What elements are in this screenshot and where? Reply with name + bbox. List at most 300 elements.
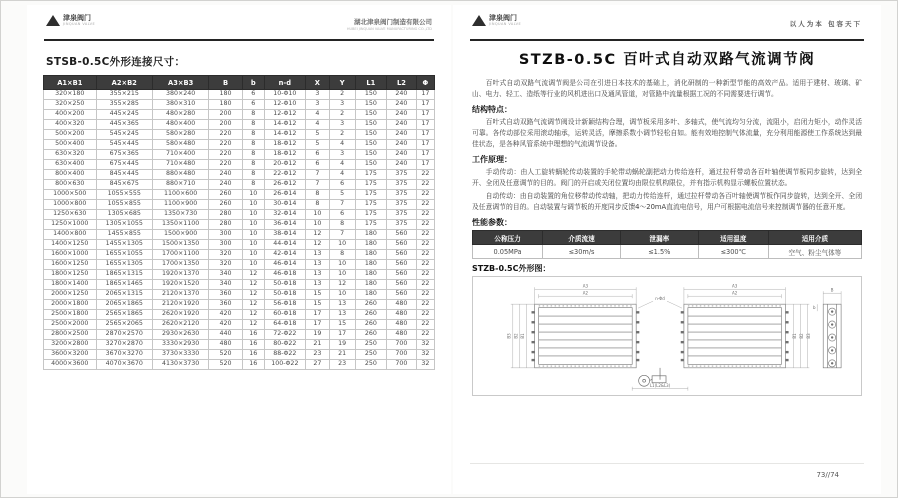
table-cell: 560 bbox=[387, 280, 417, 290]
table-cell: 32 bbox=[416, 350, 434, 360]
table-cell: ≤30m/s bbox=[543, 245, 621, 259]
table-cell: 12 bbox=[242, 290, 264, 300]
table-cell: 1250×1000 bbox=[44, 220, 97, 230]
table-cell: 2120×1370 bbox=[152, 290, 208, 300]
table-cell: 12 bbox=[242, 300, 264, 310]
table-cell: 3 bbox=[329, 100, 355, 110]
table-cell: 845×675 bbox=[96, 180, 152, 190]
dim-label-b1: B1 bbox=[520, 333, 526, 339]
table-cell: 50-Φ18 bbox=[264, 290, 305, 300]
mountain-logo-icon bbox=[472, 15, 486, 26]
left-page-title: STSB-0.5C外形连接尺寸： bbox=[46, 56, 186, 68]
table-cell: 1800×1250 bbox=[44, 270, 97, 280]
table-cell: 1305×685 bbox=[96, 210, 152, 220]
table-cell: 16 bbox=[242, 350, 264, 360]
table-cell: 150 bbox=[355, 100, 387, 110]
table-cell: 675×445 bbox=[96, 160, 152, 170]
table-cell: 22 bbox=[416, 300, 434, 310]
table-cell: 500×200 bbox=[44, 130, 97, 140]
table-cell: 375 bbox=[387, 200, 417, 210]
table-cell: 1400×1250 bbox=[44, 240, 97, 250]
table-cell: 355×285 bbox=[96, 100, 152, 110]
table-cell: 1655×1055 bbox=[96, 250, 152, 260]
column-header: Φ bbox=[416, 76, 434, 90]
table-cell: 1100×600 bbox=[152, 190, 208, 200]
table-cell: 355×215 bbox=[96, 90, 152, 100]
table-row bbox=[44, 130, 435, 140]
table-cell: 12 bbox=[305, 230, 329, 240]
page-number: 73//74 bbox=[816, 471, 839, 479]
table-cell: 16 bbox=[242, 340, 264, 350]
product-title: STZB-0.5C 百叶式自动双路气流调节阀 bbox=[518, 52, 816, 68]
table-cell: 2930×2630 bbox=[152, 330, 208, 340]
table-cell: 17 bbox=[305, 320, 329, 330]
table-cell: 150 bbox=[355, 150, 387, 160]
table-cell: 1920×1370 bbox=[152, 270, 208, 280]
outline-drawing bbox=[473, 277, 861, 395]
table-cell: 8 bbox=[242, 110, 264, 120]
table-cell: 0.05MPa bbox=[473, 245, 543, 259]
table-cell: 18-Φ12 bbox=[264, 150, 305, 160]
table-cell: 180 bbox=[355, 290, 387, 300]
table-cell: 320×180 bbox=[44, 90, 97, 100]
table-cell: 175 bbox=[355, 170, 387, 180]
company-name-en: HUBEI JINQUAN VALVE MANUFACTURING CO.,LTD bbox=[346, 26, 432, 31]
table-cell: 6 bbox=[329, 180, 355, 190]
table-cell: 2120×1920 bbox=[152, 300, 208, 310]
dim-label-b3: B3 bbox=[506, 333, 512, 339]
table-cell: 72-Φ22 bbox=[264, 330, 305, 340]
table-cell: 320 bbox=[209, 250, 242, 260]
table-cell: 17 bbox=[416, 160, 434, 170]
table-cell: 22 bbox=[416, 170, 434, 180]
table-cell: 22 bbox=[416, 220, 434, 230]
table-cell: 19 bbox=[329, 340, 355, 350]
table-cell: 8 bbox=[242, 120, 264, 130]
table-cell: 880×710 bbox=[152, 180, 208, 190]
table-cell: 560 bbox=[387, 290, 417, 300]
table-cell: 15 bbox=[305, 300, 329, 310]
table-cell: 180 bbox=[355, 270, 387, 280]
table-cell: 1055×855 bbox=[96, 200, 152, 210]
table-cell: 4130×3730 bbox=[152, 360, 208, 370]
dim-table-body bbox=[44, 90, 435, 370]
table-cell: 2620×2120 bbox=[152, 320, 208, 330]
table-cell: 27 bbox=[305, 360, 329, 370]
param-table-head-row bbox=[473, 231, 862, 245]
table-cell: 375 bbox=[387, 210, 417, 220]
table-cell: 240 bbox=[387, 160, 417, 170]
dim-table-head-row bbox=[44, 76, 435, 90]
table-cell: 8 bbox=[242, 140, 264, 150]
table-cell: 13 bbox=[305, 250, 329, 260]
table-row bbox=[44, 200, 435, 210]
table-cell: 630×400 bbox=[44, 160, 97, 170]
table-cell: 2065×1865 bbox=[96, 300, 152, 310]
column-header: Y bbox=[329, 76, 355, 90]
table-cell: 50-Φ18 bbox=[264, 280, 305, 290]
table-cell: 375 bbox=[387, 170, 417, 180]
table-cell: 16 bbox=[242, 330, 264, 340]
table-cell: 375 bbox=[387, 220, 417, 230]
table-cell: 2565×1865 bbox=[96, 310, 152, 320]
column-header: L1 bbox=[355, 76, 387, 90]
table-row bbox=[44, 160, 435, 170]
table-cell: 4000×3600 bbox=[44, 360, 97, 370]
table-cell: 46-Φ18 bbox=[264, 270, 305, 280]
table-row bbox=[44, 350, 435, 360]
table-cell: 10 bbox=[329, 270, 355, 280]
company-name-block bbox=[347, 19, 432, 31]
table-cell: 13 bbox=[329, 300, 355, 310]
table-cell: 14-Φ12 bbox=[264, 130, 305, 140]
table-cell: 23 bbox=[329, 360, 355, 370]
table-cell: 4 bbox=[305, 120, 329, 130]
table-cell: 46-Φ14 bbox=[264, 260, 305, 270]
table-cell: 580×280 bbox=[152, 130, 208, 140]
table-row bbox=[44, 340, 435, 350]
table-cell: 1305×1055 bbox=[96, 220, 152, 230]
table-cell: 60-Φ18 bbox=[264, 310, 305, 320]
table-cell: 26-Φ14 bbox=[264, 190, 305, 200]
table-cell: 13 bbox=[305, 260, 329, 270]
table-cell: 26-Φ12 bbox=[264, 180, 305, 190]
column-header: n-d bbox=[264, 76, 305, 90]
table-cell: 64-Φ18 bbox=[264, 320, 305, 330]
table-row bbox=[44, 120, 435, 130]
table-cell: 3 bbox=[329, 120, 355, 130]
dim-label-a2: A2 bbox=[582, 290, 589, 296]
table-cell: 2870×2570 bbox=[96, 330, 152, 340]
table-cell: 1500×1350 bbox=[152, 240, 208, 250]
right-page-header bbox=[470, 14, 864, 36]
table-row bbox=[44, 230, 435, 240]
table-cell: 560 bbox=[387, 260, 417, 270]
table-cell: 300 bbox=[209, 230, 242, 240]
table-cell: 560 bbox=[387, 250, 417, 260]
table-cell: 320×250 bbox=[44, 100, 97, 110]
table-cell: 150 bbox=[355, 90, 387, 100]
table-cell: 240 bbox=[209, 170, 242, 180]
column-header: A3×B3 bbox=[152, 76, 208, 90]
table-cell: 1455×855 bbox=[96, 230, 152, 240]
table-row bbox=[44, 110, 435, 120]
table-cell: 3670×3270 bbox=[96, 350, 152, 360]
table-cell: 180 bbox=[355, 230, 387, 240]
table-cell: 3270×2870 bbox=[96, 340, 152, 350]
table-cell: 17 bbox=[329, 330, 355, 340]
table-cell: 4 bbox=[329, 170, 355, 180]
table-cell: 260 bbox=[355, 310, 387, 320]
table-cell: 580×480 bbox=[152, 140, 208, 150]
table-cell: 250 bbox=[355, 350, 387, 360]
section-heading: 结构特点： bbox=[472, 105, 512, 114]
section-paragraph: 自动传动：由自动装置的角位移带动传动轴，把动力传给连杆，通过拉杆带动各百叶轴使调节板作同步旋转，达到全开、全闭及任意调节的目的。自动装置与调节板的开度同步反馈4～20mA直流电信号，用户可根据电流信号来控制调节器的任意开度。 bbox=[472, 192, 862, 211]
table-cell: 445×245 bbox=[96, 110, 152, 120]
table-cell: 6 bbox=[305, 160, 329, 170]
table-row bbox=[44, 300, 435, 310]
column-header: b bbox=[242, 76, 264, 90]
table-cell: 12 bbox=[242, 320, 264, 330]
dim-label-b2: B2 bbox=[798, 333, 804, 339]
table-cell: 22 bbox=[416, 250, 434, 260]
table-cell: 260 bbox=[355, 320, 387, 330]
column-header: 适用介质 bbox=[768, 231, 861, 245]
table-cell: 710×480 bbox=[152, 160, 208, 170]
table-cell: 180 bbox=[209, 90, 242, 100]
dim-label-a3: A3 bbox=[582, 283, 589, 289]
table-cell: 12 bbox=[242, 310, 264, 320]
table-cell: 15 bbox=[329, 320, 355, 330]
table-cell: 10 bbox=[242, 240, 264, 250]
table-cell: 2 bbox=[329, 130, 355, 140]
table-cell: 240 bbox=[387, 120, 417, 130]
column-header: 公称压力 bbox=[473, 231, 543, 245]
table-cell: 10 bbox=[329, 290, 355, 300]
table-cell: 480 bbox=[387, 310, 417, 320]
param-table-value-row bbox=[473, 245, 862, 259]
table-cell: 23 bbox=[305, 350, 329, 360]
table-cell: 700 bbox=[387, 340, 417, 350]
table-cell: 22 bbox=[416, 210, 434, 220]
table-row bbox=[44, 220, 435, 230]
table-row bbox=[44, 150, 435, 160]
table-cell: 16 bbox=[242, 360, 264, 370]
table-cell: 17 bbox=[416, 110, 434, 120]
table-cell: 22 bbox=[416, 290, 434, 300]
table-cell: 1655×1305 bbox=[96, 260, 152, 270]
table-cell: 4 bbox=[329, 160, 355, 170]
dimension-table bbox=[43, 75, 435, 370]
table-cell: 12 bbox=[329, 280, 355, 290]
table-cell: 480 bbox=[209, 340, 242, 350]
table-cell: 88-Φ22 bbox=[264, 350, 305, 360]
table-cell: 375 bbox=[387, 190, 417, 200]
table-cell: 150 bbox=[355, 130, 387, 140]
table-row bbox=[44, 100, 435, 110]
table-cell: 22 bbox=[416, 280, 434, 290]
table-cell: 17 bbox=[416, 90, 434, 100]
table-cell: 17 bbox=[305, 310, 329, 320]
performance-table bbox=[472, 230, 862, 259]
table-row bbox=[44, 280, 435, 290]
footer-divider bbox=[470, 463, 864, 464]
table-cell: 560 bbox=[387, 230, 417, 240]
table-cell: 480×280 bbox=[152, 110, 208, 120]
table-row bbox=[44, 250, 435, 260]
table-cell: 10 bbox=[242, 260, 264, 270]
table-cell: 800×400 bbox=[44, 170, 97, 180]
table-cell: 1600×1250 bbox=[44, 260, 97, 270]
table-row bbox=[44, 330, 435, 340]
table-cell: 15 bbox=[305, 290, 329, 300]
column-header: X bbox=[305, 76, 329, 90]
table-row bbox=[44, 190, 435, 200]
table-cell: 44-Φ14 bbox=[264, 240, 305, 250]
table-cell: 6 bbox=[329, 210, 355, 220]
table-cell: 8 bbox=[242, 130, 264, 140]
table-cell: 500×400 bbox=[44, 140, 97, 150]
table-cell: 260 bbox=[209, 190, 242, 200]
table-cell: 175 bbox=[355, 200, 387, 210]
dim-label-b3: B3 bbox=[805, 333, 811, 339]
table-cell: ≤1.5% bbox=[620, 245, 698, 259]
dim-label-a3: A3 bbox=[732, 283, 738, 289]
table-row bbox=[44, 260, 435, 270]
table-cell: 560 bbox=[387, 240, 417, 250]
table-cell: 19 bbox=[305, 330, 329, 340]
table-cell: 1350×730 bbox=[152, 210, 208, 220]
table-cell: 30-Φ14 bbox=[264, 200, 305, 210]
table-cell: 32 bbox=[416, 360, 434, 370]
table-cell: 2065×1315 bbox=[96, 290, 152, 300]
table-cell: 700 bbox=[387, 360, 417, 370]
table-cell: 240 bbox=[387, 90, 417, 100]
table-cell: 2000×1250 bbox=[44, 290, 97, 300]
table-cell: 空气、粉尘气体等 bbox=[768, 245, 861, 259]
table-cell: 150 bbox=[355, 110, 387, 120]
intro-paragraph: 百叶式自动双路气流调节阀是公司在引进日本技术的基础上，消化研制的一种新型节能的高效产品。适用于建材、玻璃、矿山、电力、轻工、造纸等行业的风机进出口及通风管道，对管路中流量根据工况的不同需要进行调节。 bbox=[472, 79, 862, 98]
dim-label-a2: A2 bbox=[732, 290, 738, 296]
table-cell: 6 bbox=[242, 100, 264, 110]
table-cell: 14-Φ12 bbox=[264, 120, 305, 130]
table-cell: 100-Φ22 bbox=[264, 360, 305, 370]
column-header: 适用温度 bbox=[698, 231, 768, 245]
table-cell: 36-Φ14 bbox=[264, 220, 305, 230]
table-cell: 10 bbox=[305, 210, 329, 220]
table-cell: 180 bbox=[355, 250, 387, 260]
table-cell: 8 bbox=[329, 220, 355, 230]
table-cell: 6 bbox=[242, 90, 264, 100]
table-cell: 1250×630 bbox=[44, 210, 97, 220]
table-cell: 3730×3330 bbox=[152, 350, 208, 360]
table-cell: 10 bbox=[242, 230, 264, 240]
table-cell: 3 bbox=[305, 100, 329, 110]
table-row bbox=[44, 360, 435, 370]
table-cell: 260 bbox=[355, 330, 387, 340]
table-cell: 5 bbox=[305, 130, 329, 140]
table-cell: 445×365 bbox=[96, 120, 152, 130]
company-name: 湖北津泉阀门制造有限公司 bbox=[354, 18, 432, 26]
table-cell: 8 bbox=[305, 190, 329, 200]
table-cell: 1700×1350 bbox=[152, 260, 208, 270]
table-cell: 2 bbox=[329, 110, 355, 120]
table-cell: 250 bbox=[355, 360, 387, 370]
table-cell: 400×200 bbox=[44, 110, 97, 120]
table-cell: 38-Φ14 bbox=[264, 230, 305, 240]
section-heading: 工作原理： bbox=[472, 155, 512, 164]
table-cell: 545×445 bbox=[96, 140, 152, 150]
header-divider bbox=[470, 39, 864, 41]
table-cell: 4 bbox=[305, 110, 329, 120]
dim-label-b1: B1 bbox=[791, 333, 797, 339]
table-cell: 10 bbox=[305, 220, 329, 230]
table-cell: 880×480 bbox=[152, 170, 208, 180]
right-page-content bbox=[472, 48, 862, 396]
table-cell: 8 bbox=[329, 250, 355, 260]
table-cell: 2 bbox=[329, 90, 355, 100]
table-cell: 7 bbox=[305, 170, 329, 180]
table-cell: 240 bbox=[387, 130, 417, 140]
table-row bbox=[44, 210, 435, 220]
table-cell: 360 bbox=[209, 290, 242, 300]
table-cell: 10 bbox=[242, 200, 264, 210]
page-left bbox=[27, 5, 451, 494]
table-cell: 12 bbox=[305, 240, 329, 250]
table-cell: 280 bbox=[209, 220, 242, 230]
table-cell: 175 bbox=[355, 190, 387, 200]
table-cell: 10 bbox=[242, 190, 264, 200]
page-right bbox=[453, 5, 881, 494]
table-cell: 2500×1800 bbox=[44, 310, 97, 320]
table-cell: 8 bbox=[242, 160, 264, 170]
table-cell: 32 bbox=[416, 340, 434, 350]
table-cell: 8 bbox=[242, 150, 264, 160]
table-cell: 675×365 bbox=[96, 150, 152, 160]
table-cell: 7 bbox=[329, 230, 355, 240]
table-cell: 17 bbox=[416, 120, 434, 130]
table-cell: 56-Φ18 bbox=[264, 300, 305, 310]
outline-drawing-box bbox=[472, 276, 862, 396]
table-cell: 17 bbox=[416, 140, 434, 150]
table-row bbox=[44, 170, 435, 180]
column-header: B bbox=[209, 76, 242, 90]
table-cell: 80-Φ22 bbox=[264, 340, 305, 350]
table-cell: 17 bbox=[416, 150, 434, 160]
table-cell: 12-Φ12 bbox=[264, 110, 305, 120]
table-cell: 1700×1100 bbox=[152, 250, 208, 260]
brand-name: 津泉阀门 bbox=[489, 14, 517, 22]
column-header: 介质流速 bbox=[543, 231, 621, 245]
brand-name-en: JINQUAN VALVE bbox=[489, 22, 522, 27]
drawing-heading: STZB-0.5C外形图： bbox=[472, 264, 551, 273]
table-cell: 12 bbox=[242, 280, 264, 290]
table-cell: 10 bbox=[242, 250, 264, 260]
table-cell: 22 bbox=[416, 270, 434, 280]
table-cell: 380×310 bbox=[152, 100, 208, 110]
table-cell: 20-Φ12 bbox=[264, 160, 305, 170]
table-cell: 175 bbox=[355, 180, 387, 190]
table-cell: 7 bbox=[329, 200, 355, 210]
table-cell: 1055×555 bbox=[96, 190, 152, 200]
table-cell: 150 bbox=[355, 140, 387, 150]
table-cell: 3 bbox=[305, 90, 329, 100]
table-cell: 1455×1305 bbox=[96, 240, 152, 250]
table-cell: 545×245 bbox=[96, 130, 152, 140]
table-cell: 1350×1100 bbox=[152, 220, 208, 230]
table-cell: 320 bbox=[209, 260, 242, 270]
table-cell: 18-Φ12 bbox=[264, 140, 305, 150]
table-cell: 340 bbox=[209, 280, 242, 290]
table-cell: 240 bbox=[209, 180, 242, 190]
table-cell: 180 bbox=[355, 240, 387, 250]
table-cell: 1600×1000 bbox=[44, 250, 97, 260]
table-cell: 3600×3200 bbox=[44, 350, 97, 360]
table-cell: 5 bbox=[329, 190, 355, 200]
table-cell: 13 bbox=[305, 280, 329, 290]
table-cell: 480 bbox=[387, 330, 417, 340]
table-cell: 13 bbox=[305, 270, 329, 280]
table-cell: 1800×1400 bbox=[44, 280, 97, 290]
dim-label-side-b: B bbox=[830, 287, 834, 293]
bolt-holes-label: n-Φd bbox=[655, 296, 665, 302]
left-page-header bbox=[44, 14, 434, 36]
table-cell: 2800×2500 bbox=[44, 330, 97, 340]
table-cell: 520 bbox=[209, 350, 242, 360]
brand-name-en: JINQUAN VALVE bbox=[63, 22, 96, 27]
table-cell: 6 bbox=[305, 150, 329, 160]
table-cell: 240 bbox=[387, 110, 417, 120]
